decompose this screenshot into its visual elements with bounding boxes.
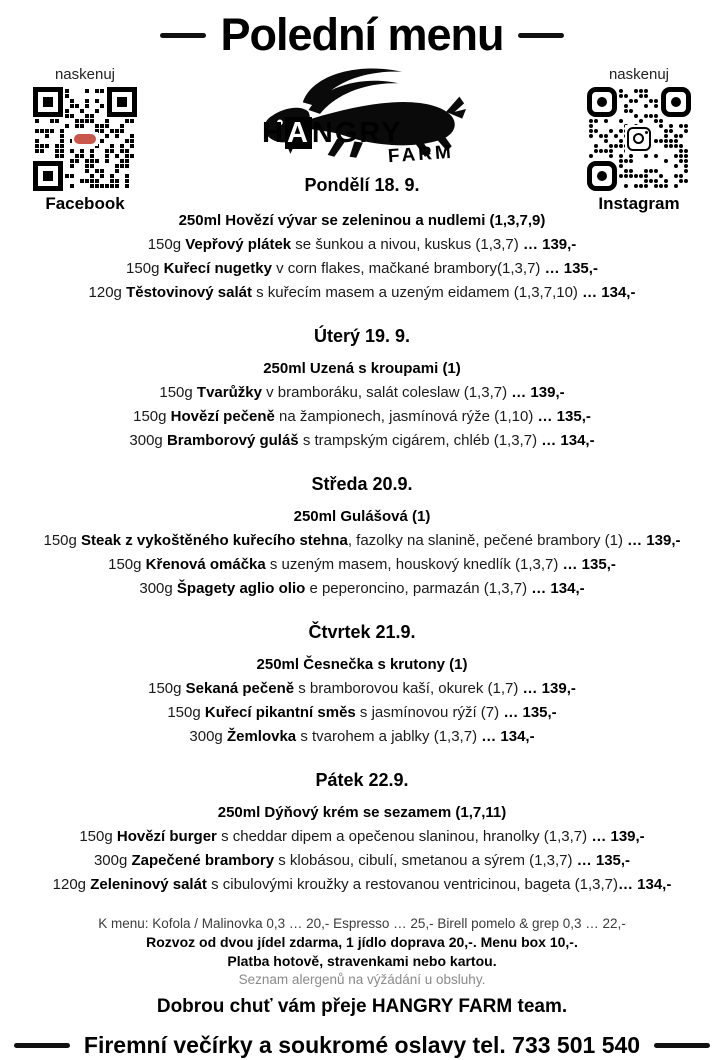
items-wednesday [0,529,724,601]
allergens-note: Seznam alergenů na výžádání u obsluhy. [238,972,486,987]
item-qty: 150g [126,260,164,277]
item-price: … 134,- [481,728,535,745]
item-price: … 134,- [531,580,585,597]
items-thursday [0,677,724,749]
item-qty: 150g [133,408,171,425]
qr-finder-icon [33,87,63,117]
item-desc: s jasmínovou rýží (7) [355,704,504,721]
qr-finder-icon [33,161,63,191]
page-title: Polední menu [220,9,504,60]
soup-monday: 250ml Hovězí vývar se zeleninou a nudlemi (1,3,7,9) [178,212,546,229]
menu-item [0,677,724,701]
logo-column [170,62,554,230]
contact-dash-right [654,1043,710,1048]
item-qty: 300g [139,580,177,597]
item-qty: 150g [159,384,197,401]
items-friday [0,825,724,897]
item-desc: se šunkou a nivou, kuskus (1,3,7) [291,236,523,253]
logo-farm-text: FARM [387,141,455,168]
drinks-note: K menu: Kofola / Malinovka 0,3 … 20,- Espresso … 25,- Birell pomelo & grep 0,3 … 22,- [98,916,626,931]
logo-letter-a: A [286,117,310,149]
menu-item [0,233,724,257]
item-desc: na žampionech, jasmínová rýže (1,10) [274,408,538,425]
contact-dash-left [14,1043,70,1048]
item-name: Steak z vykoštěného kuřecího stehna [81,532,348,549]
item-desc: v corn flakes, mačkané brambory(1,3,7) [271,260,545,277]
item-price: … 135,- [562,556,616,573]
item-price: … 134,- [582,284,636,301]
item-name: Žemlovka [226,728,297,745]
logo-letter: H [262,117,285,149]
facebook-qr-block [0,62,170,214]
menu-item [0,405,724,429]
item-price: … 139,- [511,384,565,401]
item-price: … 139,- [627,532,681,549]
soup-line: 250ml Gulášová (1) [293,508,431,525]
item-qty: 120g [52,876,91,893]
delivery-note: Rozvoz od dvou jídel zdarma, 1 jídlo doprava 20,-. Menu box 10,-. [146,934,578,950]
hangry-farm-mini-logo-icon [74,134,96,144]
instagram-scan-label: naskenuj [608,66,670,83]
menu-item [0,281,724,305]
facebook-qr-code [33,87,137,191]
hangry-farm-logo [252,62,472,168]
title-dash-right [518,33,564,38]
payment-note: Platba hotově, stravenkami nebo kartou. [227,953,497,969]
item-qty: 150g [147,236,186,253]
item-name: Zapečené brambory [131,852,275,869]
menu-item [0,257,724,281]
item-desc: s klobásou, cibulí, smetanou a sýrem (1,3,7) [274,852,577,869]
item-qty: 300g [93,852,132,869]
item-qty: 300g [189,728,227,745]
instagram-qr-block [554,62,724,214]
item-name: Sekaná pečeně [185,680,295,697]
item-qty: 300g [129,432,167,449]
day-heading: Čtvrtek 21.9. [308,622,416,642]
item-name: Bramborový guláš [166,432,299,449]
item-name: Špagety aglio olio [176,580,306,597]
qr-finder-icon [661,87,691,117]
item-desc: e peperoncino, parmazán (1,3,7) [305,580,532,597]
item-name: Křenová omáčka [145,556,266,573]
item-desc: s tvarohem a jablky (1,3,7) [296,728,482,745]
item-price: … 139,- [591,828,645,845]
item-price: … 135,- [544,260,598,277]
menu-item [0,873,724,897]
menu-item [0,381,724,405]
item-name: Hovězí burger [116,828,217,845]
menu-item [0,825,724,849]
item-name: Kuřecí pikantní směs [204,704,356,721]
instagram-icon [627,127,651,151]
item-price: … 135,- [537,408,591,425]
menu-item [0,529,724,553]
facebook-label: Facebook [45,194,125,213]
item-desc: s cibulovými kroužky a restovanou ventricinou, bageta (1,3,7) [206,876,618,893]
soup-line: 250ml Uzená s kroupami (1) [263,360,461,377]
menu-item [0,849,724,873]
day-section-wednesday [0,473,724,601]
item-price: … 139,- [522,236,577,253]
item-qty: 150g [108,556,146,573]
day-section-friday [0,769,724,897]
item-name: Vepřový plátek [185,236,292,253]
contact-row [0,1030,724,1060]
instagram-qr-code [587,87,691,191]
menu-item [0,553,724,577]
qr-finder-icon [587,161,617,191]
instagram-label: Instagram [598,194,680,213]
item-desc: s cheddar dipem a opečenou slaninou, hranolky (1,3,7) [216,828,592,845]
item-qty: 150g [148,680,186,697]
item-desc: s trampským cigárem, chléb (1,3,7) [298,432,542,449]
items-monday [0,233,724,305]
day-heading: Středa 20.9. [311,474,413,494]
item-price: … 134,- [617,876,672,893]
item-name: Těstovinový salát [126,284,252,301]
logo-letters: NGRY [311,117,403,149]
soup-line: 250ml Česnečka s krutony (1) [256,656,468,673]
item-name: Hovězí pečeně [170,408,275,425]
title-dash-left [160,33,206,38]
contact-line: Firemní večírky a soukromé oslavy tel. 733 501 540 [83,1032,641,1058]
title-row [0,0,724,60]
qr-center-logo [625,125,653,153]
logo-hangry-text [262,117,403,150]
item-price: … 134,- [541,432,595,449]
items-tuesday [0,381,724,453]
team-greeting: Dobrou chuť vám přeje HANGRY FARM team. [156,996,568,1017]
qr-finder-icon [107,87,137,117]
day-heading-monday: Pondělí 18. 9. [304,175,420,195]
item-name: Tvarůžky [196,384,262,401]
item-price: … 139,- [522,680,576,697]
qr-center-logo [72,132,98,146]
day-section-tuesday [0,325,724,453]
item-qty: 150g [167,704,205,721]
footer-notes [0,915,724,1020]
item-qty: 150g [79,828,117,845]
qr-finder-icon [587,87,617,117]
day-heading: Úterý 19. 9. [313,326,411,346]
item-desc: s bramborovou kaší, okurek (1,7) [294,680,523,697]
header-row [0,62,724,230]
item-name: Zeleninový salát [90,876,207,893]
item-desc: s kuřecím masem a uzeným eidamem (1,3,7,10) [251,284,583,301]
item-desc: s uzeným masem, houskový knedlík (1,3,7) [265,556,563,573]
day-section-thursday [0,621,724,749]
item-price: … 135,- [576,852,631,869]
day-heading: Pátek 22.9. [315,770,409,790]
item-qty: 150g [43,532,82,549]
soup-line: 250ml Dýňový krém se sezamem (1,7,11) [217,804,507,821]
item-price: … 135,- [503,704,557,721]
item-desc: , fazolky na slanině, pečené brambory (1) [347,532,628,549]
menu-item [0,701,724,725]
menu-item [0,429,724,453]
item-qty: 120g [88,284,127,301]
item-name: Kuřecí nugetky [163,260,272,277]
menu-item [0,577,724,601]
menu-item [0,725,724,749]
facebook-scan-label: naskenuj [54,66,116,83]
item-desc: v bramboráku, salát coleslaw (1,3,7) [261,384,512,401]
